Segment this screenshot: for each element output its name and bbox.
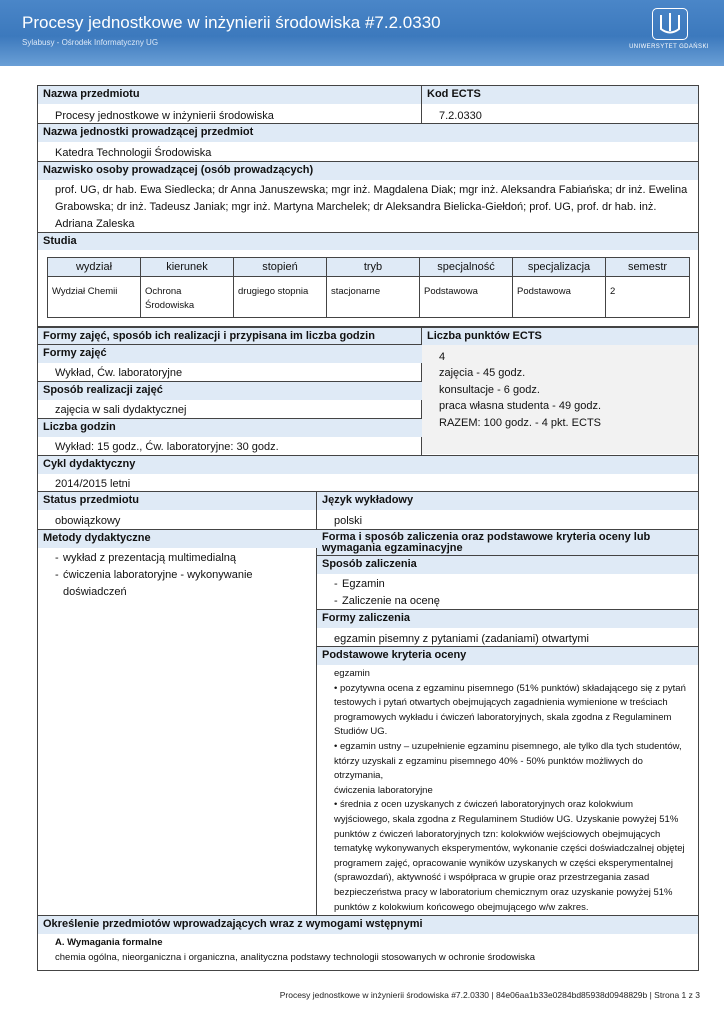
nazwa-przedmiotu-value: Procesy jednostkowe w inżynierii środowiska <box>55 110 274 122</box>
page-footer: Procesy jednostkowe w inżynierii środowiska #7.2.0330 | 84e06aa1b33e0284bd85938d0948829b | Strona 1 z 3 <box>279 990 700 1000</box>
list-item: - wykład z prezentacją multimedialną <box>55 550 305 567</box>
page-banner <box>0 0 724 66</box>
cykl-value: 2014/2015 letni <box>55 478 131 490</box>
kod-ects-label: Kod ECTS <box>422 86 698 104</box>
page-subtitle: Sylabusy - Ośrodek Informatyczny UG <box>22 38 159 47</box>
studia-header-specjalizacja: specjalizacja <box>513 258 606 277</box>
formy-section-label: Formy zajęć, sposób ich realizacji i przypisana im liczba godzin <box>38 326 422 345</box>
kryteria-text <box>334 667 696 915</box>
studia-header-specjalnosc: specjalność <box>420 258 513 277</box>
sposob-realizacji-value: zajęcia w sali dydaktycznej <box>55 404 187 416</box>
studia-header-stopien: stopień <box>234 258 327 277</box>
kryteria-line: egzamin <box>334 668 370 679</box>
studia-cell-kierunek: Ochrona Środowiska <box>141 277 234 318</box>
sposob-realizacji-label: Sposób realizacji zajęć <box>38 381 422 400</box>
studia-table <box>47 257 690 318</box>
kryteria-label: Podstawowe kryteria oceny <box>317 646 698 665</box>
table-row <box>48 277 690 318</box>
studia-cell-semestr: 2 <box>606 277 690 318</box>
list-item: - Zaliczenie na ocenę <box>334 593 440 610</box>
kryteria-line: Studiów UG. <box>334 726 388 738</box>
kryteria-line: • pozytywna ocena z egzaminu pisemnego (51% punktów) składającego się z pytań <box>334 682 686 694</box>
kryteria-line: • egzamin ustny – uzupełnienie egzaminu pisemnego, ale tylko dla tych studentów, <box>334 740 682 752</box>
kryteria-line: którzy uzyskali z egzaminu pisemnego 40% - 50% punktów możliwych do <box>334 755 643 767</box>
jezyk-label: Język wykładowy <box>317 491 698 510</box>
list-item: - ćwiczenia laboratoryjne - wykonywanie doświadczeń <box>55 567 305 601</box>
studia-header-semestr: semestr <box>606 258 690 277</box>
kryteria-line: tematykę wykonywanych eksperymentów, wykonanie części doświadczalnej objętej <box>334 843 685 855</box>
list-item: - Egzamin <box>334 576 440 593</box>
liczba-godzin-value: Wykład: 15 godz., Ćw. laboratoryjne: 30 godz. <box>55 441 279 453</box>
formy-zaliczenia-value: egzamin pisemny z pytaniami (zadaniami) otwartymi <box>334 633 589 645</box>
kryteria-line: punktów z kolokwium końcowego obejmującego w/w zakres. <box>334 901 589 913</box>
university-logo <box>628 6 710 52</box>
prowadzacy-value: prof. UG, dr hab. Ewa Siedlecka; dr Anna Januszewska; mgr inż. Magdalena Diak; mgr inż. Aleksandra Fabiańska; dr inż. Ewelina Grabowska; dr inż. Tadeusz Janiak; mgr inż. Martyna Marchelek; dr Aleksandra Bielicka-Giełdoń; prof. UG, prof. dr hab. inż. Adriana Zaleska <box>55 184 688 230</box>
studia-cell-tryb: stacjonarne <box>327 277 420 318</box>
sposob-zaliczenia-label: Sposób zaliczenia <box>317 555 698 574</box>
ects-line-points: 4 <box>439 351 446 363</box>
wymagania-label: Określenie przedmiotów wprowadzających wraz z wymogami wstępnymi <box>38 915 698 934</box>
formy-zajec-value: Wykład, Ćw. laboratoryjne <box>55 367 183 379</box>
cykl-label: Cykl dydaktyczny <box>38 455 698 474</box>
kryteria-line: wyjściowego, skala zgodna z Regulaminem Studiów UG. Uzyskanie powyżej 51% <box>334 813 679 825</box>
kryteria-line: programem zajęć, opracowanie wyników uzyskanych w części eksperymentalnej <box>334 857 673 869</box>
ects-line-zajecia: zajęcia - 45 godz. <box>439 367 526 379</box>
studia-cell-stopien: drugiego stopnia <box>234 277 327 318</box>
studia-cell-wydzial: Wydział Chemii <box>48 277 141 318</box>
page-title: Procesy jednostkowe w inżynierii środowiska #7.2.0330 <box>22 13 441 32</box>
ects-line-praca-wlasna: praca własna studenta - 49 godz. <box>439 400 602 412</box>
metody-label: Metody dydaktyczne <box>38 529 317 548</box>
ects-line-konsultacje: konsultacje - 6 godz. <box>439 384 540 396</box>
kryteria-line: otrzymania, <box>334 770 384 782</box>
kod-ects-value: 7.2.0330 <box>439 110 482 122</box>
prowadzacy-label: Nazwisko osoby prowadzącej (osób prowadzących) <box>38 161 698 180</box>
kryteria-line: ćwiczenia laboratoryjne <box>334 784 433 796</box>
kryteria-line: • średnia z ocen uzyskanych z ćwiczeń laboratoryjnych oraz kolokwium <box>334 799 634 811</box>
nazwa-przedmiotu-label: Nazwa przedmiotu <box>38 86 422 104</box>
studia-label: Studia <box>38 232 698 250</box>
studia-cell-specjalnosc: Podstawowa <box>420 277 513 318</box>
jednostka-label: Nazwa jednostki prowadzącej przedmiot <box>38 123 698 142</box>
liczba-godzin-label: Liczba godzin <box>38 418 422 437</box>
kryteria-line: (sprawozdań), aktywność i współpraca w grupie oraz przestrzegania zasad <box>334 872 650 884</box>
zaliczenie-label: Forma i sposób zaliczenia oraz podstawowe kryteria oceny lub wymagania egzaminacyjne <box>317 529 698 555</box>
studia-header-wydzial: wydział <box>48 258 141 277</box>
ects-label: Liczba punktów ECTS <box>422 326 698 345</box>
kryteria-line: punktów z ćwiczeń laboratoryjnych tzn: kolokwiów wejściowych obejmujących <box>334 828 661 840</box>
kryteria-line: programowych wykładu i ćwiczeń laboratoryjnych, skala zgodna z Regulaminem <box>334 711 672 723</box>
studia-header-kierunek: kierunek <box>141 258 234 277</box>
jezyk-value: polski <box>334 515 363 527</box>
wymagania-formalne-label: A. Wymagania formalne <box>55 937 163 948</box>
kryteria-line: bezpieczeństwa pracy w laboratorium chemicznym oraz uzyskanie powyżej 51% <box>334 886 673 898</box>
ects-line-razem: RAZEM: 100 godz. - 4 pkt. ECTS <box>439 417 602 429</box>
kryteria-line: testowych i pytań otwartych obejmujących zagadnienia wymienione w treściach <box>334 697 668 709</box>
jednostka-value: Katedra Technologii Środowiska <box>55 147 212 159</box>
logo-caption: UNIWERSYTET GDAŃSKI <box>629 44 709 50</box>
logo-emblem-icon <box>652 8 688 40</box>
sposob-zaliczenia-list <box>334 576 440 610</box>
formy-zajec-label: Formy zajęć <box>38 344 422 363</box>
metody-list <box>55 550 305 601</box>
status-value: obowiązkowy <box>55 515 121 527</box>
status-label: Status przedmiotu <box>38 491 317 510</box>
studia-header-tryb: tryb <box>327 258 420 277</box>
syllabus-document <box>37 85 699 971</box>
studia-cell-specjalizacja: Podstawowa <box>513 277 606 318</box>
formy-zaliczenia-label: Formy zaliczenia <box>317 609 698 628</box>
wymagania-formalne-value: chemia ogólna, nieorganiczna i organiczna, analityczna podstawy technologii stosowanych w ochronie środowiska <box>55 952 536 963</box>
